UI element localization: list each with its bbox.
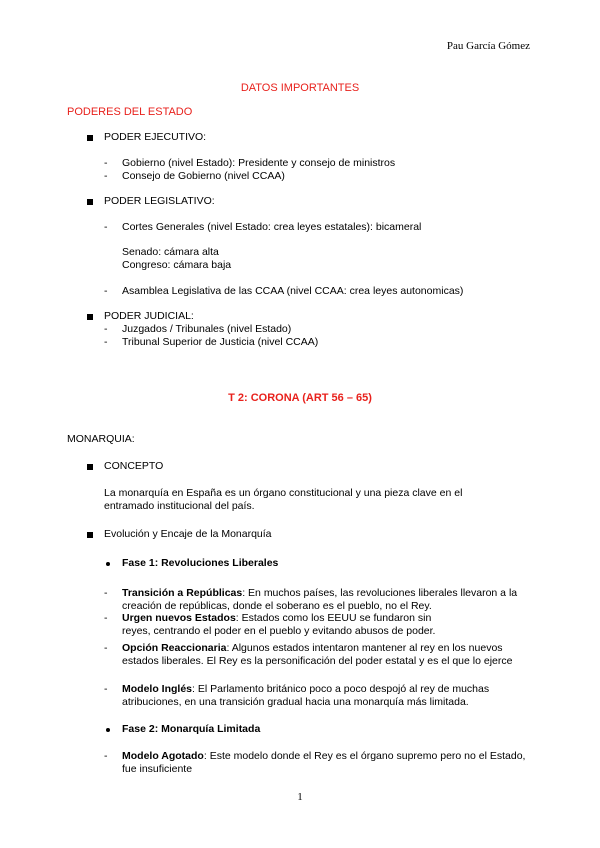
round-bullet (106, 728, 110, 732)
dash-bullet: - (104, 170, 108, 182)
dash-bullet: - (104, 221, 108, 233)
ejecutivo-item: Gobierno (nivel Estado): Presidente y consejo de ministros (122, 157, 396, 169)
monarquia-label: MONARQUIA: (67, 433, 135, 445)
ejecutivo-item: Consejo de Gobierno (nivel CCAA) (122, 170, 285, 182)
dash-bullet: - (104, 587, 108, 599)
fase1-item: Transición a Repúblicas: En muchos países, las revoluciones liberales llevaron a la creación de repúblicas, donde el soberano es el pueblo, no el Rey. (122, 587, 518, 612)
dash-bullet: - (104, 683, 108, 695)
square-bullet (87, 532, 93, 538)
header-author: Pau García Gómez (446, 40, 530, 52)
concepto-label: CONCEPTO (104, 460, 164, 472)
concepto-text: La monarquía en España es un órgano constitucional y una pieza clave en el entramado institucional del país. (104, 487, 463, 512)
square-bullet (87, 135, 93, 141)
fase1-item: Opción Reaccionaria: Algunos estados intentaron mantener al rey en los nuevos estados liberales. El Rey es la personificación del poder estatal y es el que lo ejerce (122, 642, 513, 667)
judicial-item: Tribunal Superior de Justicia (nivel CCAA) (122, 336, 319, 348)
square-bullet (87, 314, 93, 320)
square-bullet (87, 199, 93, 205)
fase2-item: Modelo Agotado: Este modelo donde el Rey es el órgano supremo pero no el Estado, fue insuficiente (122, 750, 526, 775)
fase2-label: Fase 2: Monarquía Limitada (122, 723, 261, 735)
judicial-label: PODER JUDICIAL: (104, 310, 194, 322)
fase1-item: Modelo Inglés: El Parlamento británico poco a poco despojó al rey de muchas atribuciones, en una transición gradual hacia una monarquía más limitada. (122, 683, 490, 708)
section-heading-corona: T 2: CORONA (ART 56 – 65) (228, 392, 372, 404)
dash-bullet: - (104, 285, 108, 297)
dash-bullet: - (104, 336, 108, 348)
legislativo-label: PODER LEGISLATIVO: (104, 195, 215, 207)
legislativo-item: Asamblea Legislativa de las CCAA (nivel CCAA: crea leyes autonomicas) (122, 285, 464, 297)
dash-bullet: - (104, 323, 108, 335)
legislativo-congreso: Congreso: cámara baja (122, 259, 232, 271)
dash-bullet: - (104, 612, 108, 624)
dash-bullet: - (104, 750, 108, 762)
fase1-item: Urgen nuevos Estados: Estados como los EEUU se fundaron sin reyes, centrando el poder en el pueblo y evitando abusos de poder. (122, 612, 436, 637)
legislativo-senado: Senado: cámara alta (122, 246, 219, 258)
square-bullet (87, 464, 93, 470)
dash-bullet: - (104, 642, 108, 654)
page-title: DATOS IMPORTANTES (240, 82, 360, 94)
judicial-item: Juzgados / Tribunales (nivel Estado) (122, 323, 292, 335)
page-number: 1 (297, 791, 303, 803)
ejecutivo-label: PODER EJECUTIVO: (104, 131, 207, 143)
fase1-label: Fase 1: Revoluciones Liberales (122, 557, 279, 569)
legislativo-item: Cortes Generales (nivel Estado: crea leyes estatales): bicameral (122, 221, 422, 233)
section-heading-poderes: PODERES DEL ESTADO (67, 106, 193, 118)
evolucion-label: Evolución y Encaje de la Monarquía (104, 528, 272, 540)
round-bullet (106, 562, 110, 566)
dash-bullet: - (104, 157, 108, 169)
